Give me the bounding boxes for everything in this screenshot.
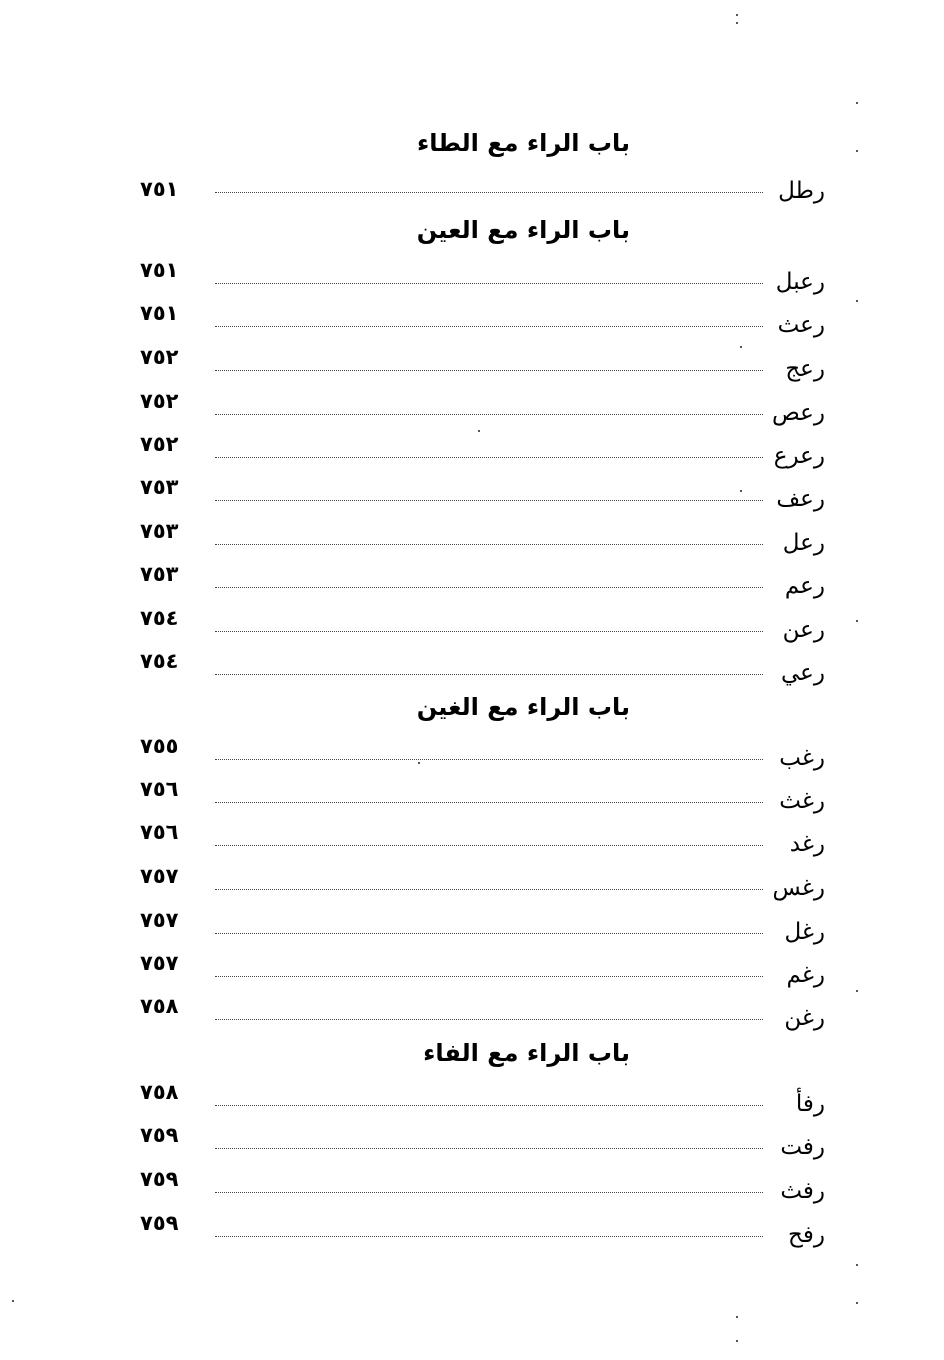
entry-page-number: ٧٥٣ xyxy=(140,519,179,543)
index-entry xyxy=(140,1211,825,1254)
entry-page-number: ٧٥٥ xyxy=(140,734,179,758)
dot-leader xyxy=(215,1019,763,1020)
dot-leader xyxy=(215,587,763,588)
dot-leader xyxy=(215,1192,763,1193)
dot-leader xyxy=(215,544,763,545)
entry-word: رغم xyxy=(786,962,825,988)
entry-word: رغد xyxy=(789,831,825,857)
index-entry xyxy=(140,475,825,518)
entry-word: رعي xyxy=(780,660,825,686)
scan-speck xyxy=(736,1316,738,1318)
dot-leader xyxy=(215,1105,763,1106)
entry-word: رعبل xyxy=(775,269,825,295)
section-heading: باب الراء مع العين xyxy=(416,216,630,244)
entry-page-number: ٧٥٣ xyxy=(140,475,179,499)
entry-page-number: ٧٥٧ xyxy=(140,864,179,888)
scan-speck xyxy=(856,102,858,104)
entry-page-number: ٧٥٢ xyxy=(140,345,179,369)
entry-word: رغث xyxy=(779,788,825,814)
dot-leader xyxy=(215,283,763,284)
entry-page-number: ٧٥٩ xyxy=(140,1167,179,1191)
index-entry xyxy=(140,820,825,863)
entry-word: رغس xyxy=(772,875,825,901)
dot-leader xyxy=(215,759,763,760)
index-entry xyxy=(140,432,825,475)
index-entry xyxy=(140,777,825,820)
scan-speck xyxy=(856,620,858,622)
entry-page-number: ٧٥٦ xyxy=(140,820,179,844)
index-entry xyxy=(140,174,825,210)
scan-speck xyxy=(478,430,480,432)
dot-leader xyxy=(215,370,763,371)
entry-word: رعف xyxy=(776,486,825,512)
dot-leader xyxy=(215,414,763,415)
dot-leader xyxy=(215,326,763,327)
entry-word: رفأ xyxy=(795,1091,825,1117)
index-entry xyxy=(140,994,825,1037)
scan-speck xyxy=(856,1302,858,1304)
index-entry xyxy=(140,301,825,344)
entry-page-number: ٧٥٤ xyxy=(140,606,179,630)
entry-word: رفث xyxy=(780,1178,825,1204)
dot-leader xyxy=(215,192,763,193)
section-heading: باب الراء مع الطاء xyxy=(416,129,630,157)
entry-word: رعج xyxy=(785,356,825,382)
scan-speck xyxy=(740,490,742,492)
entry-page-number: ٧٥٣ xyxy=(140,562,179,586)
index-entry xyxy=(140,562,825,605)
entry-page-number: ٧٥٦ xyxy=(140,777,179,801)
entry-word: رفح xyxy=(788,1222,825,1248)
scan-speck xyxy=(736,22,738,24)
entry-word: رعن xyxy=(782,617,825,643)
dot-leader xyxy=(215,802,763,803)
entry-page-number: ٧٥٧ xyxy=(140,908,179,932)
entry-word: رعم xyxy=(784,573,825,599)
index-entry xyxy=(140,1080,825,1123)
entry-word: رعرع xyxy=(773,443,825,469)
dot-leader xyxy=(215,457,763,458)
section-heading: باب الراء مع الغين xyxy=(416,693,630,721)
entry-page-number: ٧٥٨ xyxy=(140,1080,179,1104)
entry-word: رغل xyxy=(784,919,825,945)
index-entry xyxy=(140,258,825,301)
entry-page-number: ٧٥١ xyxy=(140,258,179,282)
scan-speck xyxy=(12,1300,14,1302)
index-entry xyxy=(140,1123,825,1166)
scan-speck xyxy=(856,150,858,152)
entry-page-number: ٧٥٩ xyxy=(140,1211,179,1235)
scan-speck xyxy=(736,1340,738,1342)
dot-leader xyxy=(215,1236,763,1237)
dot-leader xyxy=(215,500,763,501)
entry-word: رعل xyxy=(782,530,825,556)
entry-word: رطل xyxy=(778,178,825,204)
scan-speck xyxy=(856,990,858,992)
dot-leader xyxy=(215,674,763,675)
entry-page-number: ٧٥٨ xyxy=(140,994,179,1018)
dot-leader xyxy=(215,1148,763,1149)
scan-speck xyxy=(418,762,420,764)
entry-word: رعص xyxy=(771,400,825,426)
index-entry xyxy=(140,389,825,432)
index-entry xyxy=(140,649,825,692)
dot-leader xyxy=(215,933,763,934)
index-entry xyxy=(140,864,825,907)
section-heading: باب الراء مع الفاء xyxy=(423,1039,630,1067)
dot-leader xyxy=(215,631,763,632)
entry-page-number: ٧٥٧ xyxy=(140,951,179,975)
dot-leader xyxy=(215,845,763,846)
scan-speck xyxy=(736,14,738,16)
entry-page-number: ٧٥٤ xyxy=(140,649,179,673)
index-entry xyxy=(140,734,825,777)
scan-speck xyxy=(856,300,858,302)
index-entry xyxy=(140,345,825,388)
entry-page-number: ٧٥٢ xyxy=(140,389,179,413)
index-entry xyxy=(140,519,825,562)
entry-page-number: ٧٥١ xyxy=(140,177,179,201)
entry-page-number: ٧٥٢ xyxy=(140,432,179,456)
scan-speck xyxy=(740,346,742,348)
dot-leader xyxy=(215,889,763,890)
entry-word: رعث xyxy=(777,312,825,338)
entry-word: رفت xyxy=(780,1134,825,1160)
entry-page-number: ٧٥١ xyxy=(140,301,179,325)
index-entry xyxy=(140,908,825,951)
scan-speck xyxy=(856,1264,858,1266)
dot-leader xyxy=(215,976,763,977)
index-entry xyxy=(140,606,825,649)
entry-word: رغن xyxy=(784,1005,825,1031)
index-entry xyxy=(140,1167,825,1210)
entry-page-number: ٧٥٩ xyxy=(140,1123,179,1147)
index-entry xyxy=(140,951,825,994)
entry-word: رغب xyxy=(779,745,825,771)
